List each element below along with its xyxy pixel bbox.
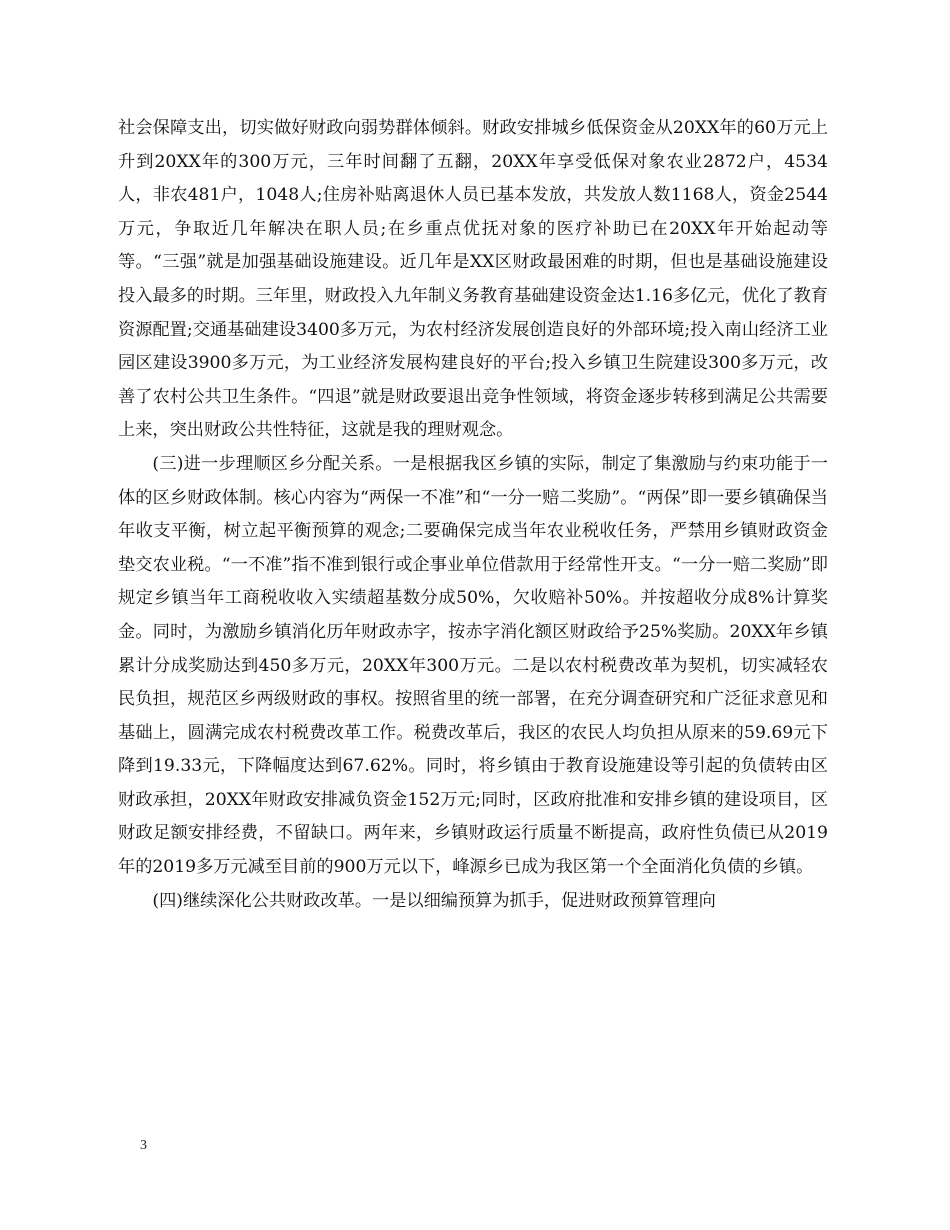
- paragraph-district-township-distribution: (三)进一步理顺区乡分配关系。一是根据我区乡镇的实际，制定了集激励与约束功能于一体的区乡财政体制。核心内容为“两保一不准”和“一分一赔二奖励”。“两保”即一要乡镇确保当年收支平衡，树立起平衡预算的观念;二要确保完成当年农业税收任务，严禁用乡镇财政资金垫交农业税。“一不准”指不准到银行或企事业单位借款用于经常性开支。“一分一赔二奖励”即规定乡镇当年工商税收收入实绩超基数分成50%，欠收赔补50%。并按超收分成8%计算奖金。同时，为激励乡镇消化历年财政赤字，按赤字消化额区财政给予25%奖励。20XX年乡镇累计分成奖励达到450多万元，20XX年300万元。二是以农村税费改革为契机，切实减轻农民负担，规范区乡两级财政的事权。按照省里的统一部署，在充分调查研究和广泛征求意见和基础上，圆满完成农村税费改革工作。税费改革后，我区的农民人均负担从原来的59.69元下降到19.33元，下降幅度达到67.62%。同时，将乡镇由于教育设施建设等引起的负债转由区财政承担，20XX年财政安排减负资金152万元;同时，区政府批准和安排乡镇的建设项目，区财政足额安排经费，不留缺口。两年来，乡镇财政运行质量不断提高，政府性负债已从2019年的2019多万元减至目前的900万元以下，峰源乡已成为我区第一个全面消化负债的乡镇。: [118, 453, 828, 878]
- page-number: 3: [140, 1138, 147, 1153]
- paragraph-social-security: 社会保障支出，切实做好财政向弱势群体倾斜。财政安排城乡低保资金从20XX年的60万元上升到20XX年的300万元，三年时间翻了五翻，20XX年享受低保对象农业2872户，4534人，非农481户，1048人;住房补贴离退休人员已基本发放，共发放人数1168人，资金2544万元，争取近几年解决在职人员;在乡重点优抚对象的医疗补助已在20XX年开始起动等等。“三强”就是加强基础设施建设。近几年是XX区财政最困难的时期，但也是基础设施建设投入最多的时期。三年里，财政投入九年制义务教育基础建设资金达1.16多亿元，优化了教育资源配置;交通基础建设3400多万元，为农村经济发展创造良好的外部环境;投入南山经济工业园区建设3900多万元，为工业经济发展构建良好的平台;投入乡镇卫生院建设300多万元，改善了农村公共卫生条件。“四退”就是财政要退出竞争性领域，将资金逐步转移到满足公共需要上来，突出财政公共性特征，这就是我的理财观念。: [118, 118, 828, 441]
- document-body: [118, 112, 828, 918]
- paragraph-public-finance-reform: (四)继续深化公共财政改革。一是以细编预算为抓手，促进财政预算管理向: [152, 890, 716, 911]
